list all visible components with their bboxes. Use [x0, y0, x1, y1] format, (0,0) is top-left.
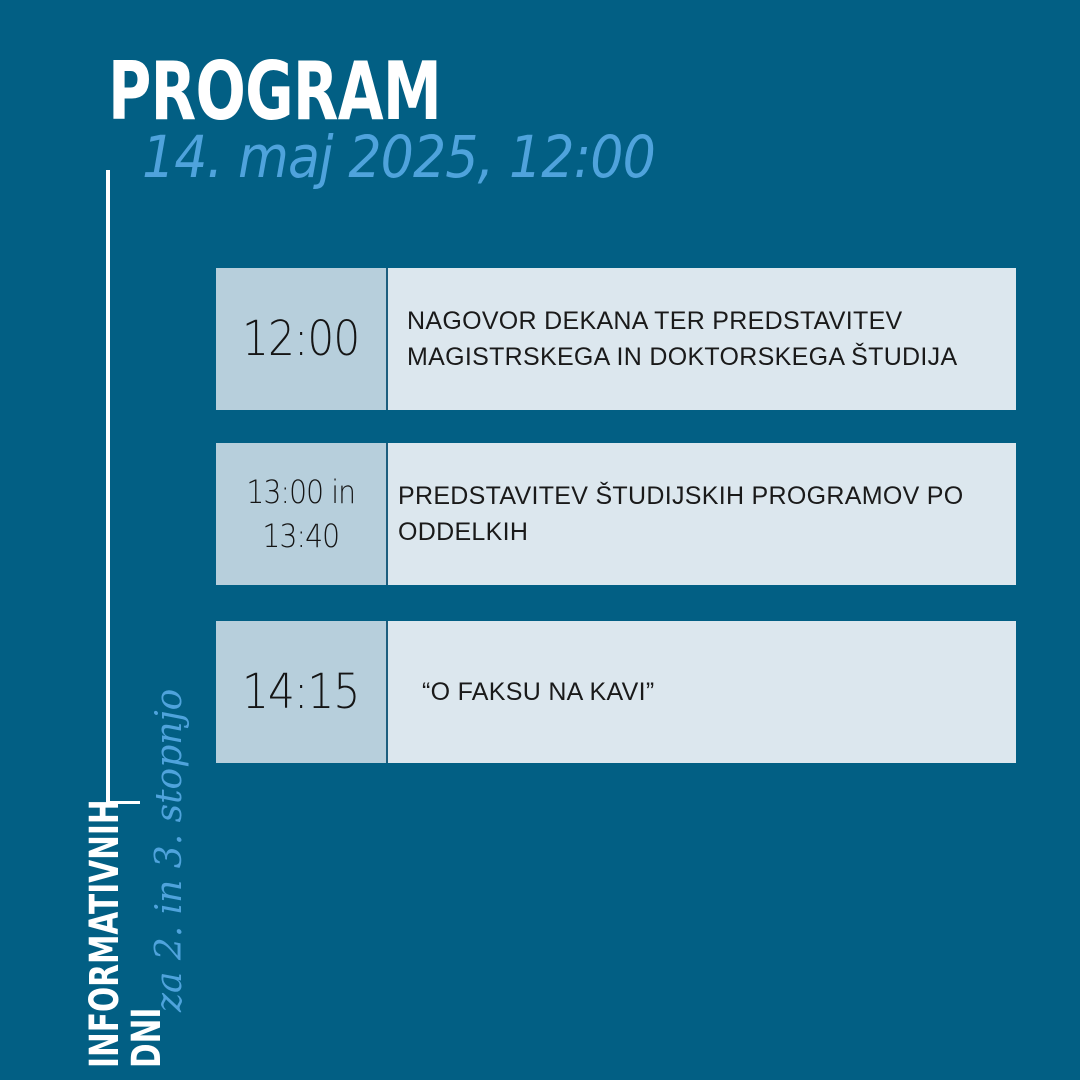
schedule-time-cell — [216, 268, 388, 410]
side-label-line2: DNI — [124, 1007, 170, 1068]
page-title: PROGRAM — [108, 45, 442, 138]
schedule-time: 13:00 in 13:40 — [246, 473, 356, 555]
schedule-time-cell — [216, 621, 388, 763]
schedule-description-cell — [388, 268, 1016, 410]
schedule-row — [216, 621, 1016, 763]
schedule-time: 14:15 — [242, 664, 360, 720]
schedule-row — [216, 443, 1016, 585]
side-label-line1: INFORMATIVNIH — [82, 799, 128, 1068]
side-subtitle: za 2. in 3. stopnjo — [149, 688, 190, 1012]
schedule-description: NAGOVOR DEKANA TER PREDSTAVITEV MAGISTRSKEGA IN DOKTORSKEGA ŠTUDIJA — [407, 307, 958, 371]
schedule-description: “O FAKSU NA KAVI” — [422, 678, 655, 706]
schedule-row — [216, 268, 1016, 410]
schedule-time: 12:00 — [242, 311, 360, 367]
schedule-description-cell — [388, 443, 1016, 585]
schedule-description: PREDSTAVITEV ŠTUDIJSKIH PROGRAMOV PO ODDELKIH — [398, 482, 964, 546]
event-date: 14. maj 2025, 12:00 — [142, 123, 655, 191]
schedule-time-cell — [216, 443, 388, 585]
schedule-description-cell — [388, 621, 1016, 763]
